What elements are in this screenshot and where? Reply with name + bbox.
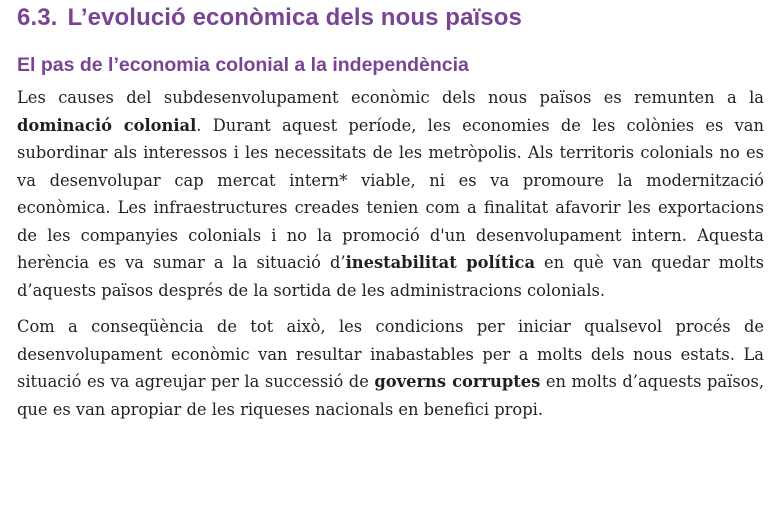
paragraph-text: Les causes del subdesenvolupament econòmic dels nous països es remunten a la <box>17 88 764 107</box>
subsection-title: El pas de l’economia colonial a la independència <box>17 54 469 76</box>
paragraph-text: en què van quedar molts d’aquests països després de la sortida de les administracions colonials. <box>17 253 765 300</box>
section-heading <box>17 0 764 38</box>
paragraph-text: . Durant aquest període, les economies de les colònies es van subordinar als interessos i les necessitats de les metròpolis. Als territoris colonials no es va desenvolupar cap mercat intern* viable, ni es va promoure la modernització econòmica. Les infraestructures creades tenien com a finalitat afavorir les exportacions de les companyies colonials i no la promoció d'un desenvolupament intern. Aquesta herència es va sumar a la situació d’ <box>17 115 764 272</box>
section-title: L’evolució econòmica dels nous països <box>67 4 522 31</box>
key-term-inestabilitat-politica: inestabilitat política <box>345 253 536 272</box>
paragraph-text: en molts d’aquests països, que es van apropiar de les riqueses nacionals en benefici propi. <box>17 372 765 419</box>
paragraph-2 <box>17 313 764 423</box>
section-number: 6.3. <box>17 4 58 31</box>
paragraph-1 <box>17 84 764 304</box>
key-term-governs-corruptes: governs corruptes <box>374 372 541 391</box>
body-text <box>17 84 764 423</box>
paragraph-text: Com a conseqüència de tot això, les condicions per iniciar qualsevol procés de desenvolupament econòmic van resultar inabastables per a molts dels nous estats. La situació es va agreujar per la successió de <box>17 317 764 391</box>
key-term-dominacio-colonial: dominació colonial <box>17 115 197 135</box>
